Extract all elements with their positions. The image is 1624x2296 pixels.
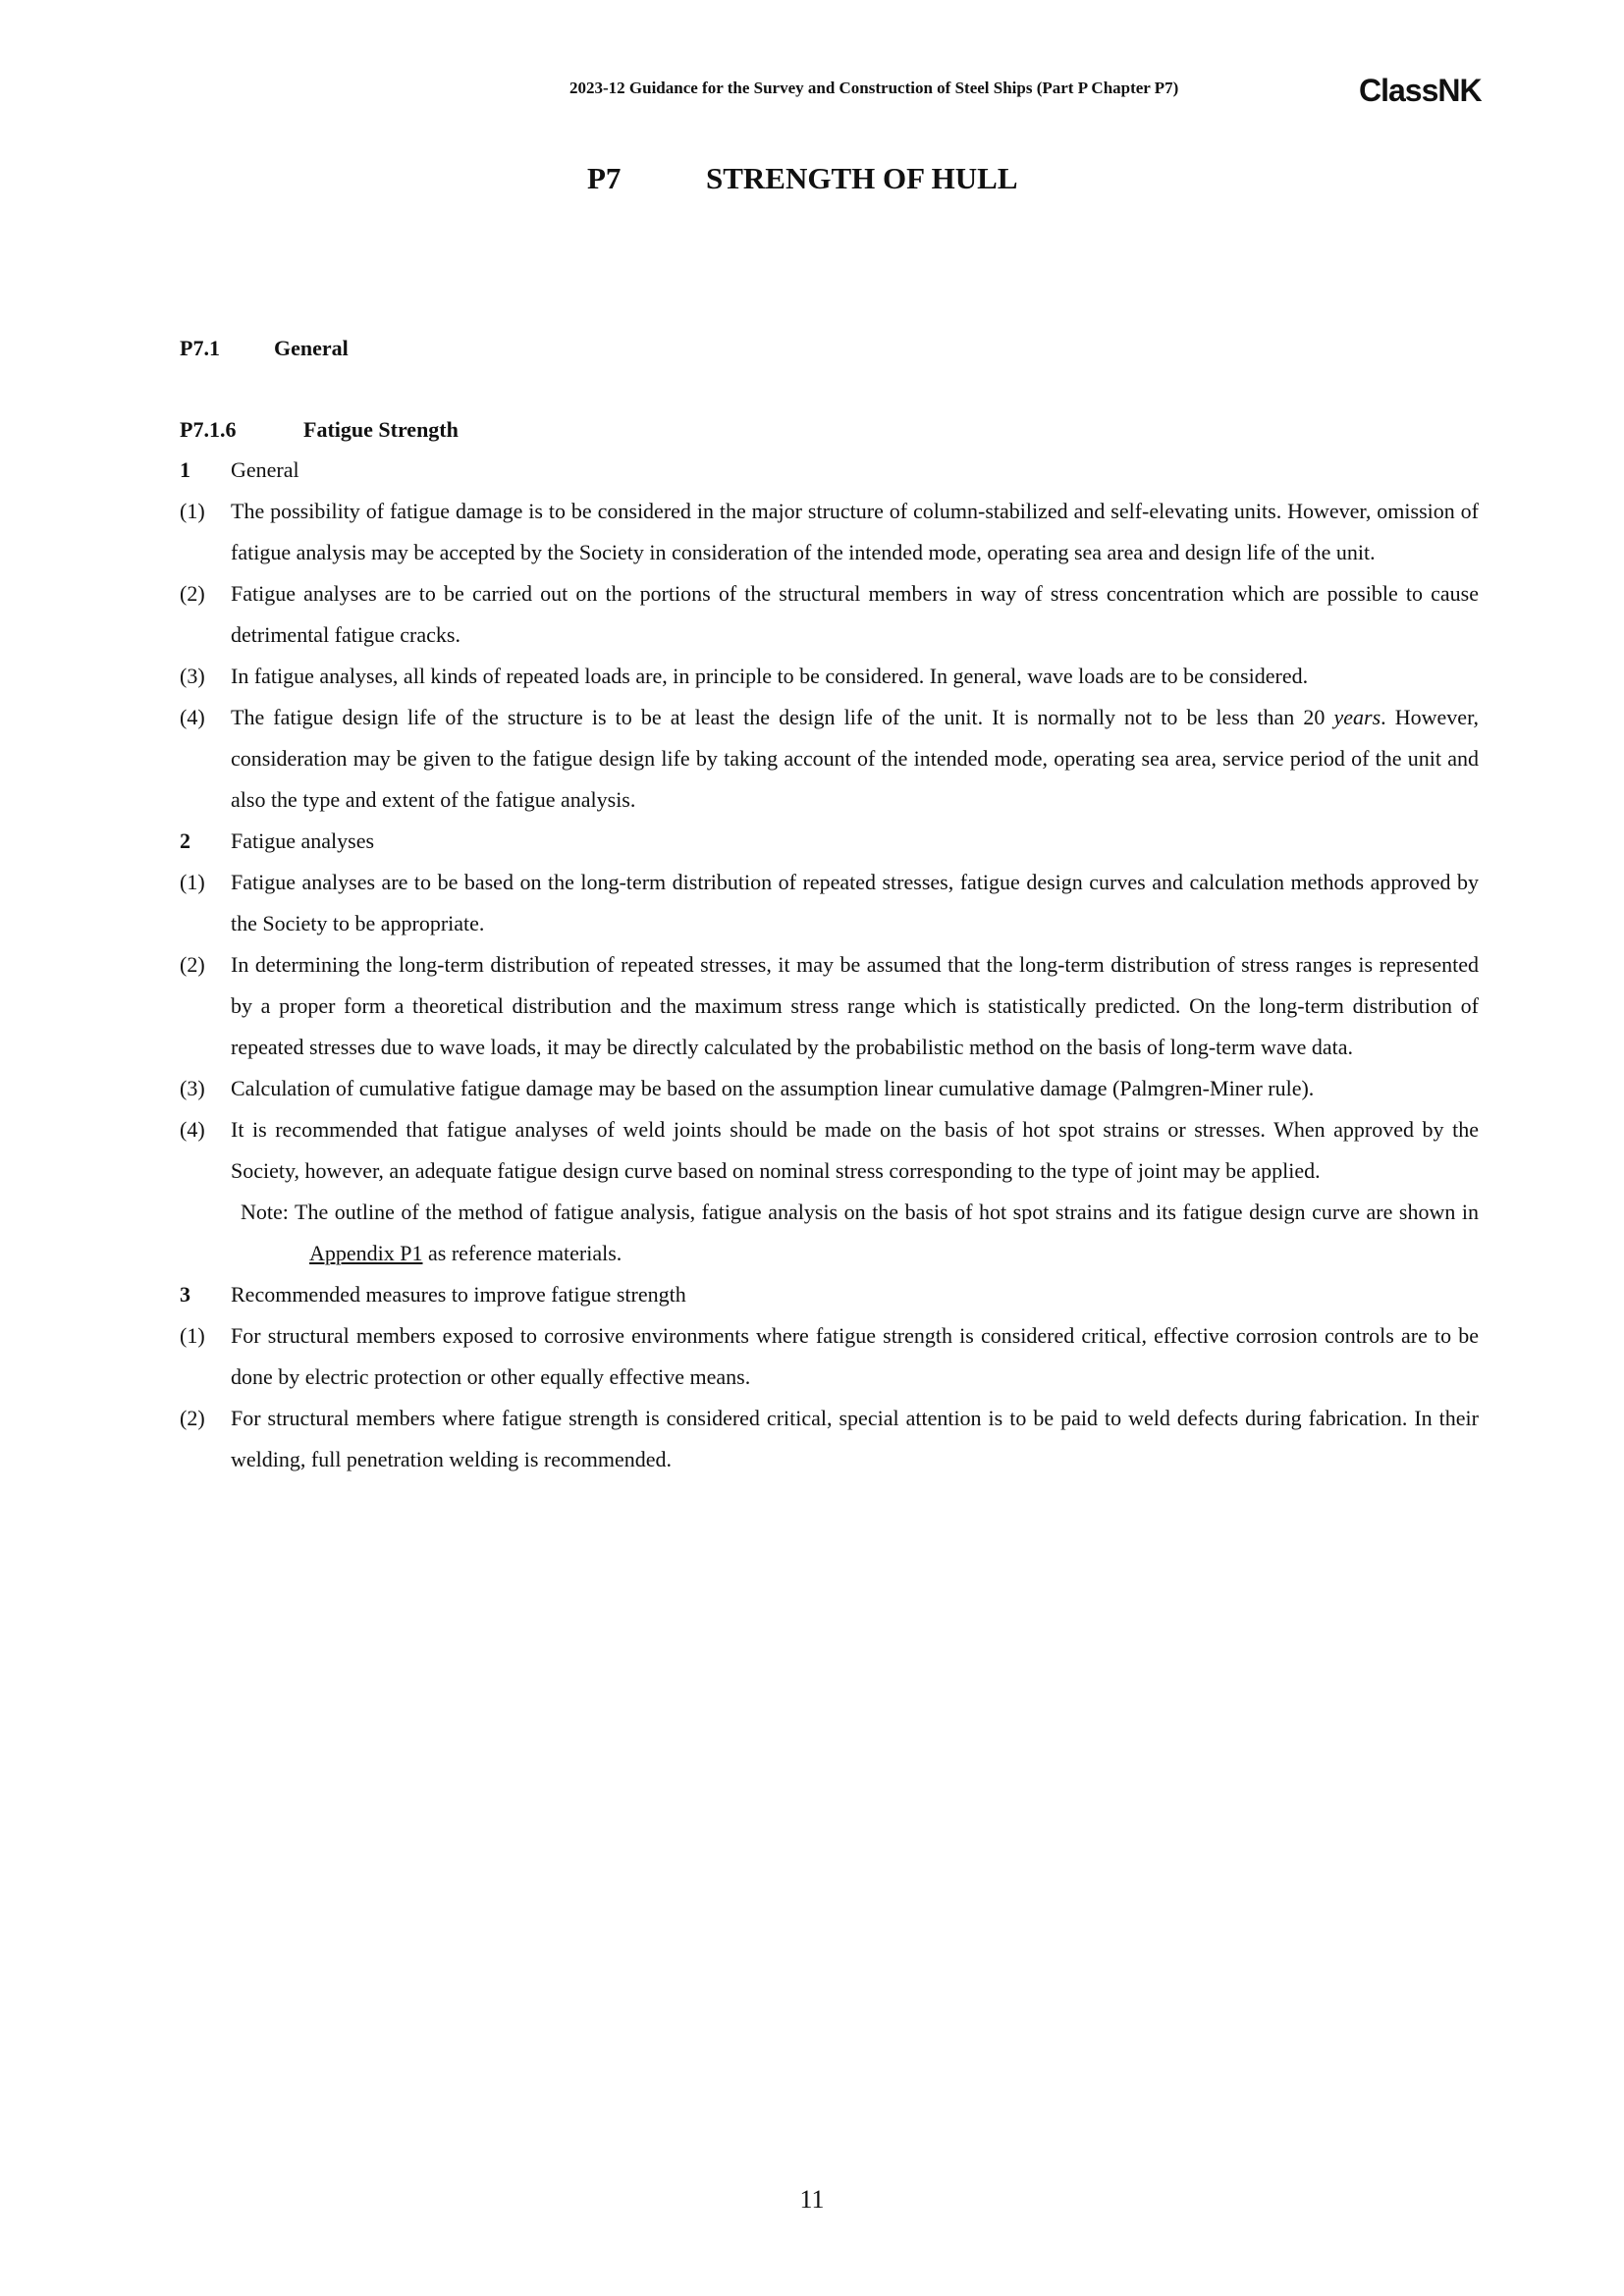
paragraph-heading xyxy=(180,821,1479,862)
section-number: P7.1 xyxy=(180,336,220,360)
chapter-number: P7 xyxy=(587,161,622,195)
page-number: 11 xyxy=(799,2185,825,2214)
item-number: (4) xyxy=(180,1117,205,1142)
paragraph-number: 2 xyxy=(180,828,190,853)
item-number: (3) xyxy=(180,664,205,688)
paragraph-number: 3 xyxy=(180,1282,190,1307)
item-text: In fatigue analyses, all kinds of repeated loads are, in principle to be considered. In general, wave loads are to be considered. xyxy=(231,664,1309,688)
item-text: Calculation of cumulative fatigue damage may be based on the assumption linear cumulative damage (Palmgren-Miner rule). xyxy=(231,1076,1315,1100)
item-text-italic: years xyxy=(1333,705,1381,729)
item-number: (1) xyxy=(180,870,205,894)
chapter-title: STRENGTH OF HULL xyxy=(706,161,1018,195)
note-text: as reference materials. xyxy=(428,1241,623,1265)
item-number: (1) xyxy=(180,499,205,523)
item-text-part: . However, consideration may be given to the fatigue design life by taking account of the intended mode, operating sea area, service period of the unit and also the type and extent of the fatigue analysis. xyxy=(231,705,1480,812)
list-item xyxy=(180,1109,1479,1192)
item-number: (2) xyxy=(180,952,205,977)
list-item xyxy=(180,862,1479,944)
section-title: General xyxy=(274,336,349,360)
item-number: (1) xyxy=(180,1323,205,1348)
list-item xyxy=(180,656,1479,697)
paragraph-heading xyxy=(180,1274,1479,1315)
item-text: Fatigue analyses are to be carried out on the portions of the structural members in way of stress concentration which are possible to cause detrimental fatigue cracks. xyxy=(231,581,1479,647)
paragraph-title: Fatigue analyses xyxy=(231,828,375,853)
list-item xyxy=(180,573,1479,656)
paragraph-number: 1 xyxy=(180,457,190,482)
list-item xyxy=(180,491,1479,573)
item-text: For structural members where fatigue strength is considered critical, special attention is to be paid to weld defects during fabrication. In their welding, full penetration welding is recommended. xyxy=(231,1406,1479,1471)
item-number: (3) xyxy=(180,1076,205,1100)
item-text: The possibility of fatigue damage is to be considered in the major structure of column-stabilized and self-elevating units. However, omission of fatigue analysis may be accepted by the Society in consideration of the intended mode, operating sea area and design life of the unit. xyxy=(231,499,1479,564)
appendix-link[interactable]: Appendix P1 xyxy=(309,1241,423,1265)
note-text: Note: The outline of the method of fatigue analysis, fatigue analysis on the basis of hot spot strains and its fatigue design curve are shown in xyxy=(241,1200,1479,1224)
running-header: 2023-12 Guidance for the Survey and Construction of Steel Ships (Part P Chapter P7) xyxy=(569,79,1179,97)
list-item xyxy=(180,1068,1479,1109)
item-text-part: The fatigue design life of the structure is to be at least the design life of the unit. It is normally not to be less than 20 xyxy=(231,705,1326,729)
list-item xyxy=(180,697,1479,821)
paragraph-heading xyxy=(180,450,1479,491)
note xyxy=(241,1192,1479,1274)
classnk-logo: ClassNK xyxy=(1359,73,1482,108)
item-number: (4) xyxy=(180,705,205,729)
item-number: (2) xyxy=(180,581,205,606)
item-number: (2) xyxy=(180,1406,205,1430)
list-item xyxy=(180,1398,1479,1480)
list-item xyxy=(180,944,1479,1068)
paragraph-title: General xyxy=(231,457,299,482)
subsection-title: Fatigue Strength xyxy=(303,417,459,442)
subsection-number: P7.1.6 xyxy=(180,417,237,442)
item-text: It is recommended that fatigue analyses of weld joints should be made on the basis of hot spot strains or stresses. When approved by the Society, however, an adequate fatigue design curve based on nominal stress corresponding to the type of joint may be applied. xyxy=(231,1117,1479,1183)
list-item xyxy=(180,1315,1479,1398)
document-body xyxy=(180,450,1479,1480)
item-text: Fatigue analyses are to be based on the long-term distribution of repeated stresses, fatigue design curves and calculation methods approved by the Society to be appropriate. xyxy=(231,870,1479,935)
paragraph-title: Recommended measures to improve fatigue strength xyxy=(231,1282,686,1307)
item-text: In determining the long-term distribution of repeated stresses, it may be assumed that the long-term distribution of stress ranges is represented by a proper form a theoretical distribution and the maximum stress range which is statistically predicted. On the long-term distribution of repeated stresses due to wave loads, it may be directly calculated by the probabilistic method on the basis of long-term wave data. xyxy=(231,952,1479,1059)
item-text xyxy=(231,697,1479,821)
item-text: For structural members exposed to corrosive environments where fatigue strength is considered critical, effective corrosion controls are to be done by electric protection or other equally effective means. xyxy=(231,1323,1479,1389)
